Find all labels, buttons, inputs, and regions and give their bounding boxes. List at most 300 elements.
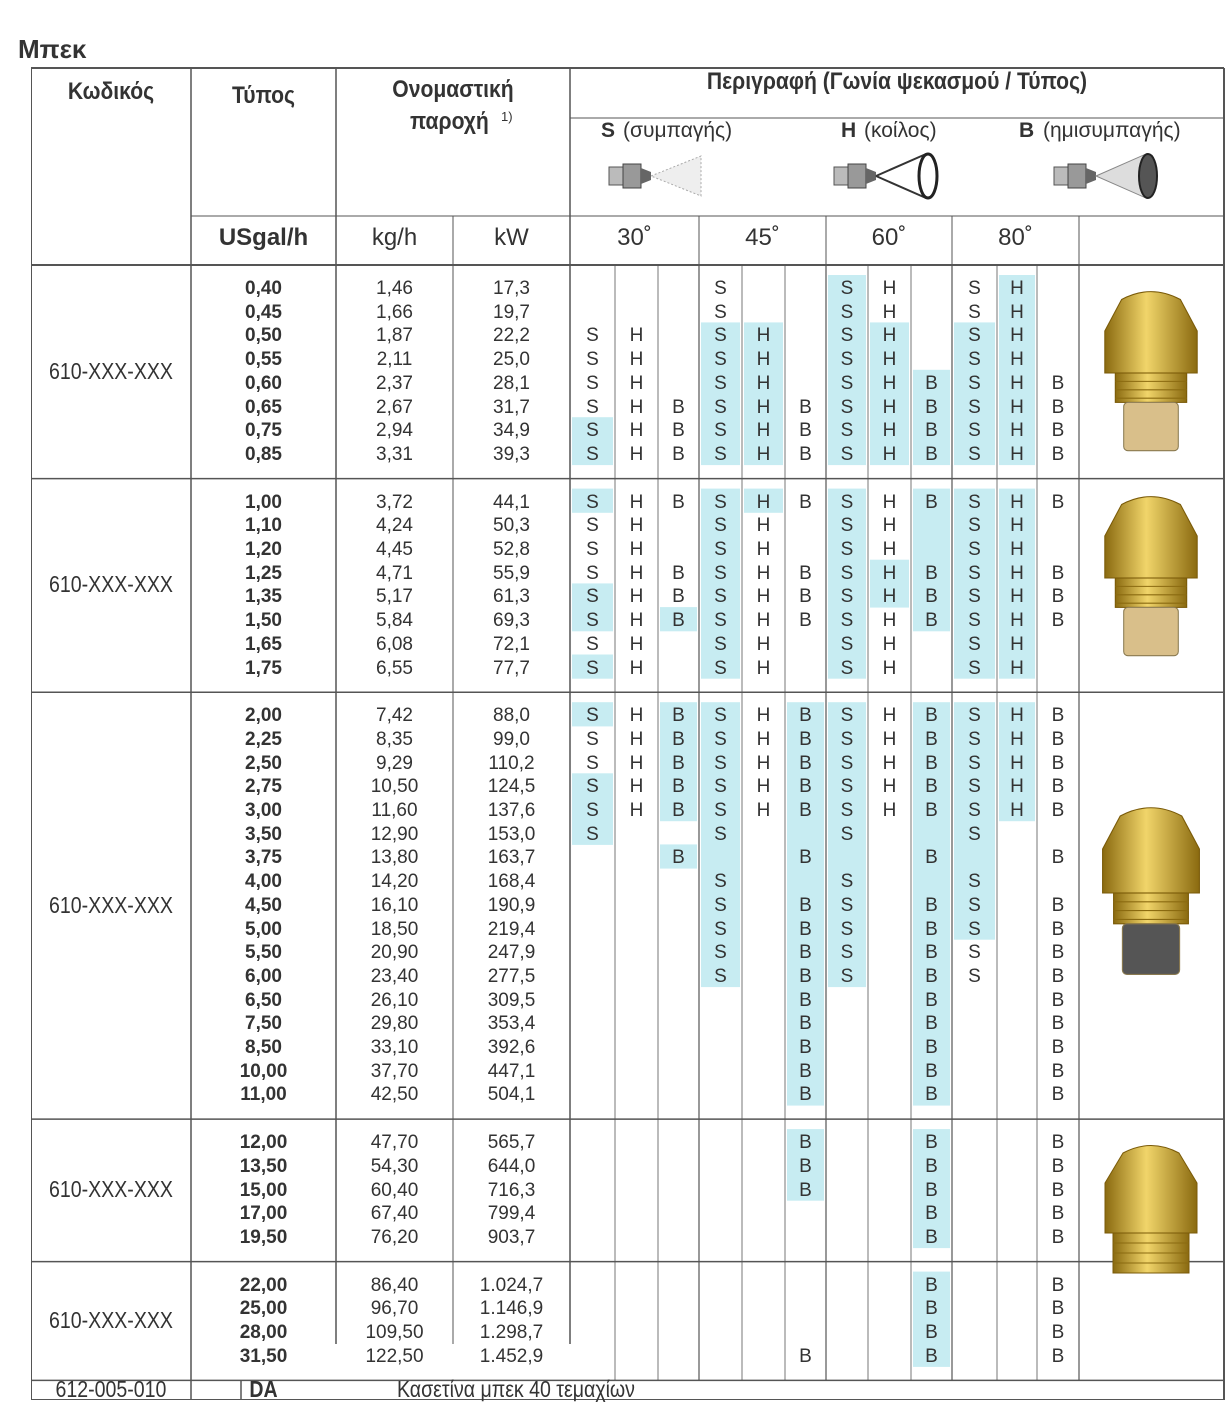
spray-type-a45-h: H bbox=[756, 728, 771, 750]
spray-type-a45-b: B bbox=[799, 1013, 812, 1035]
row-kw: 392,6 bbox=[487, 1037, 536, 1058]
spray-type-a80-b: B bbox=[1051, 728, 1065, 750]
spray-type-a45-h: H bbox=[756, 562, 771, 584]
row-kw: 19,7 bbox=[493, 301, 530, 323]
spray-type-a30-b: B bbox=[672, 396, 685, 418]
spray-type-a80-h: H bbox=[1010, 372, 1024, 394]
spray-type-a60-h: H bbox=[882, 752, 897, 774]
spray-type-a60-s: S bbox=[840, 278, 854, 299]
row-kw: 1.298,7 bbox=[479, 1322, 544, 1343]
spray-type-a60-s: S bbox=[840, 515, 854, 537]
row-kgh: 47,70 bbox=[370, 1132, 419, 1154]
row-usgal: 25,00 bbox=[239, 1298, 288, 1320]
spray-type-a30-h: H bbox=[629, 586, 644, 608]
spray-type-a45-b: B bbox=[799, 965, 812, 987]
spray-type-a80-s: S bbox=[968, 942, 981, 964]
spray-type-a80-b: B bbox=[1051, 1274, 1065, 1296]
spray-type-a30-s: S bbox=[586, 491, 599, 513]
spray-type-a60-b: B bbox=[925, 420, 938, 442]
spray-type-a60-s: S bbox=[840, 633, 854, 655]
row-kw: 190,9 bbox=[487, 894, 536, 916]
highlight-band bbox=[787, 868, 824, 892]
row-kgh: 37,70 bbox=[370, 1060, 419, 1082]
spray-type-a60-s: S bbox=[840, 396, 854, 418]
spray-type-a45-b: B bbox=[799, 800, 812, 821]
spray-type-a45-b: B bbox=[799, 1345, 812, 1367]
header-flow-line1: Ονομαστική bbox=[392, 76, 514, 103]
spray-type-a30-b: B bbox=[672, 491, 685, 513]
spray-type-a45-h: H bbox=[756, 491, 771, 513]
spray-type-a80-s: S bbox=[968, 705, 981, 727]
spray-type-a80-b: B bbox=[1051, 1298, 1065, 1320]
row-kgh: 60,40 bbox=[370, 1179, 419, 1201]
legend-s-letter: S bbox=[601, 119, 616, 142]
spray-type-a60-h: H bbox=[882, 776, 897, 798]
row-usgal: 12,00 bbox=[239, 1132, 288, 1154]
row-usgal: 2,50 bbox=[245, 752, 282, 774]
spray-type-a80-h: H bbox=[1010, 278, 1024, 299]
row-kw: 39,3 bbox=[493, 443, 530, 465]
row-kw: 69,3 bbox=[493, 610, 530, 632]
spray-type-a30-s: S bbox=[586, 515, 599, 537]
spray-type-a45-h: H bbox=[756, 752, 771, 774]
row-kw: 124,5 bbox=[487, 776, 536, 798]
row-kgh: 42,50 bbox=[370, 1084, 419, 1106]
spray-type-a45-s: S bbox=[714, 871, 727, 893]
spray-type-a30-s: S bbox=[586, 633, 599, 655]
spray-type-a80-h: H bbox=[1010, 776, 1024, 798]
row-kgh: 2,11 bbox=[376, 349, 413, 371]
row-usgal: 2,00 bbox=[245, 705, 282, 727]
spray-type-a80-s: S bbox=[968, 633, 981, 655]
spray-type-a60-h: H bbox=[882, 420, 897, 442]
spray-type-a45-b: B bbox=[799, 1132, 812, 1154]
row-kgh: 1,66 bbox=[376, 301, 413, 323]
spray-type-a80-b: B bbox=[1051, 562, 1065, 584]
unit-kgh: kg/h bbox=[371, 224, 418, 251]
spray-type-a60-h: H bbox=[882, 372, 897, 394]
spray-type-a30-b: B bbox=[672, 443, 685, 465]
spray-type-a80-b: B bbox=[1051, 965, 1065, 987]
spray-type-a45-s: S bbox=[714, 301, 727, 323]
spray-type-a45-b: B bbox=[799, 1179, 812, 1201]
spray-type-a60-h: H bbox=[882, 562, 897, 584]
row-kw: 277,5 bbox=[487, 965, 536, 987]
row-kgh: 54,30 bbox=[370, 1155, 419, 1177]
spray-type-a80-s: S bbox=[968, 325, 981, 347]
spray-type-a60-s: S bbox=[840, 776, 854, 798]
row-kgh: 6,08 bbox=[376, 633, 413, 655]
spray-type-a80-b: B bbox=[1051, 1013, 1065, 1035]
spray-type-a80-h: H bbox=[1010, 633, 1024, 655]
spray-type-a80-b: B bbox=[1051, 1132, 1065, 1154]
spray-type-a80-s: S bbox=[968, 396, 981, 418]
spray-type-a80-h: H bbox=[1010, 349, 1024, 371]
row-kgh: 26,10 bbox=[370, 989, 419, 1011]
row-kw: 565,7 bbox=[487, 1132, 536, 1154]
spray-type-a60-s: S bbox=[840, 752, 854, 774]
row-kw: 25,0 bbox=[493, 349, 530, 371]
spray-type-a80-b: B bbox=[1051, 705, 1065, 727]
spray-type-a45-b: B bbox=[799, 562, 812, 584]
highlight-band bbox=[913, 536, 950, 560]
spray-type-a60-b: B bbox=[925, 776, 938, 798]
spray-type-a60-h: H bbox=[882, 705, 897, 727]
spray-type-a80-h: H bbox=[1010, 515, 1024, 537]
spray-type-a60-h: H bbox=[882, 728, 897, 750]
spray-type-a80-s: S bbox=[968, 420, 981, 442]
spray-type-a30-h: H bbox=[629, 325, 644, 347]
spray-type-a80-b: B bbox=[1051, 894, 1065, 916]
spray-type-a30-h: H bbox=[629, 349, 644, 371]
row-kgh: 2,67 bbox=[376, 396, 413, 418]
spray-type-a80-b: B bbox=[1051, 752, 1065, 774]
spray-type-a45-s: S bbox=[714, 776, 727, 798]
spray-type-a60-b: B bbox=[925, 443, 938, 465]
row-usgal: 6,50 bbox=[245, 989, 282, 1011]
row-kgh: 122,50 bbox=[365, 1345, 424, 1367]
row-usgal: 3,50 bbox=[245, 823, 282, 845]
spray-type-a45-s: S bbox=[714, 349, 727, 371]
spray-type-a80-b: B bbox=[1051, 1084, 1065, 1106]
spray-type-a45-s: S bbox=[714, 539, 727, 560]
spray-type-a45-s: S bbox=[714, 965, 727, 987]
row-kgh: 13,80 bbox=[370, 847, 419, 869]
spray-type-a60-b: B bbox=[925, 1060, 938, 1082]
highlight-band bbox=[913, 512, 950, 536]
spray-type-a80-b: B bbox=[1051, 1179, 1065, 1201]
spray-type-a45-s: S bbox=[714, 372, 727, 394]
row-kw: 61,3 bbox=[493, 586, 530, 608]
spray-type-a60-s: S bbox=[840, 918, 854, 940]
spray-type-a30-s: S bbox=[586, 657, 599, 679]
spray-type-a45-h: H bbox=[756, 396, 771, 418]
spray-type-a45-s: S bbox=[714, 800, 727, 821]
row-kw: 353,4 bbox=[487, 1013, 536, 1035]
spray-type-a80-s: S bbox=[968, 515, 981, 537]
row-kgh: 5,84 bbox=[376, 610, 413, 632]
spray-type-a45-b: B bbox=[799, 1060, 812, 1082]
row-kw: 447,1 bbox=[487, 1060, 536, 1082]
spray-type-a45-b: B bbox=[799, 918, 812, 940]
row-kgh: 29,80 bbox=[370, 1013, 419, 1035]
spray-type-a80-s: S bbox=[968, 301, 981, 323]
highlight-band bbox=[701, 844, 740, 868]
spray-type-a80-b: B bbox=[1051, 420, 1065, 442]
spray-type-a60-b: B bbox=[925, 1155, 938, 1177]
row-usgal: 1,25 bbox=[245, 562, 282, 584]
spray-type-a60-h: H bbox=[882, 657, 897, 679]
page-title: Μπεκ bbox=[18, 34, 87, 64]
spray-type-a45-h: H bbox=[756, 657, 771, 679]
row-usgal: 1,00 bbox=[245, 491, 282, 513]
spray-type-a60-s: S bbox=[840, 539, 854, 560]
spray-type-a60-s: S bbox=[840, 894, 854, 916]
spray-type-a45-h: H bbox=[756, 610, 771, 632]
spray-type-a45-h: H bbox=[756, 776, 771, 798]
unit-kw: kW bbox=[494, 224, 529, 251]
spray-type-a80-h: H bbox=[1010, 491, 1024, 513]
spray-type-a45-h: H bbox=[756, 705, 771, 727]
spray-type-a60-h: H bbox=[882, 586, 897, 608]
spray-type-a60-b: B bbox=[925, 752, 938, 774]
row-usgal: 19,50 bbox=[239, 1226, 288, 1248]
spray-type-a80-b: B bbox=[1051, 1322, 1065, 1343]
row-usgal: 28,00 bbox=[239, 1322, 288, 1343]
spray-type-a60-s: S bbox=[840, 420, 854, 442]
row-kgh: 10,50 bbox=[370, 776, 419, 798]
spray-type-a30-b: B bbox=[672, 420, 685, 442]
row-kw: 799,4 bbox=[487, 1203, 536, 1225]
spray-type-a30-h: H bbox=[629, 705, 644, 727]
row-usgal: 2,25 bbox=[245, 728, 282, 750]
spray-type-a45-b: B bbox=[799, 776, 812, 798]
spray-type-a60-h: H bbox=[882, 278, 897, 299]
spray-type-a80-b: B bbox=[1051, 1226, 1065, 1248]
spray-type-a30-h: H bbox=[629, 420, 644, 442]
spray-type-a30-h: H bbox=[629, 372, 644, 394]
spray-type-a45-b: B bbox=[799, 847, 812, 869]
row-usgal: 0,50 bbox=[245, 325, 282, 347]
footer-type: DA bbox=[249, 1376, 278, 1402]
spray-type-a30-s: S bbox=[586, 562, 599, 584]
row-kw: 504,1 bbox=[487, 1084, 536, 1106]
row-kgh: 5,17 bbox=[376, 586, 413, 608]
spray-type-a45-s: S bbox=[714, 396, 727, 418]
row-kgh: 2,94 bbox=[376, 420, 413, 442]
spray-type-a30-s: S bbox=[586, 349, 599, 371]
row-kgh: 11,60 bbox=[371, 800, 418, 821]
spray-type-a45-s: S bbox=[714, 705, 727, 727]
spray-type-a60-h: H bbox=[882, 325, 897, 347]
spray-type-a60-b: B bbox=[925, 396, 938, 418]
spray-type-a60-s: S bbox=[840, 372, 854, 394]
unit-usgal: USgal/h bbox=[218, 224, 309, 251]
spray-hollow-icon bbox=[834, 154, 937, 198]
spray-type-a80-b: B bbox=[1051, 610, 1065, 632]
spray-type-a60-b: B bbox=[925, 1274, 938, 1296]
row-usgal: 0,85 bbox=[245, 443, 282, 465]
spray-type-a45-b: B bbox=[799, 610, 812, 632]
spray-type-a45-b: B bbox=[799, 942, 812, 964]
row-kgh: 16,10 bbox=[370, 894, 419, 916]
spray-type-a45-h: H bbox=[756, 325, 771, 347]
spray-type-a60-b: B bbox=[925, 1322, 938, 1343]
spray-type-a60-b: B bbox=[925, 1226, 938, 1248]
spray-type-a45-s: S bbox=[714, 610, 727, 632]
spray-type-a60-h: H bbox=[882, 349, 897, 371]
row-kgh: 7,42 bbox=[376, 705, 413, 727]
row-kgh: 96,70 bbox=[370, 1298, 419, 1320]
spray-type-a80-b: B bbox=[1051, 800, 1065, 821]
spray-type-a30-s: S bbox=[586, 823, 599, 845]
spray-type-a45-b: B bbox=[799, 420, 812, 442]
spray-type-a60-h: H bbox=[882, 443, 897, 465]
row-usgal: 0,55 bbox=[245, 349, 282, 371]
spray-type-a60-b: B bbox=[925, 1179, 938, 1201]
row-kw: 17,3 bbox=[493, 278, 530, 299]
spray-type-a60-h: H bbox=[882, 539, 897, 560]
spray-type-a30-s: S bbox=[586, 800, 599, 821]
row-usgal: 1,10 bbox=[245, 515, 282, 537]
spray-type-a45-h: H bbox=[756, 372, 771, 394]
row-usgal: 4,00 bbox=[245, 871, 282, 893]
spray-type-a60-s: S bbox=[840, 657, 854, 679]
spray-type-a60-s: S bbox=[840, 491, 854, 513]
spray-solid-icon bbox=[609, 156, 701, 196]
row-kw: 163,7 bbox=[487, 847, 536, 869]
row-usgal: 0,45 bbox=[245, 301, 282, 323]
header-code: Κωδικός bbox=[67, 78, 155, 105]
spray-type-a45-b: B bbox=[799, 705, 812, 727]
spray-type-a60-b: B bbox=[925, 847, 938, 869]
spray-type-a60-h: H bbox=[882, 396, 897, 418]
spray-type-a30-h: H bbox=[629, 443, 644, 465]
row-kw: 247,9 bbox=[487, 942, 536, 964]
row-kw: 34,9 bbox=[493, 420, 530, 442]
row-usgal: 8,50 bbox=[245, 1037, 282, 1058]
spray-type-a45-s: S bbox=[714, 325, 727, 347]
spray-type-a80-b: B bbox=[1051, 1203, 1065, 1225]
spray-type-a60-h: H bbox=[882, 515, 897, 537]
spray-type-a60-h: H bbox=[882, 301, 897, 323]
footer-code: 612-005-010 bbox=[55, 1376, 167, 1402]
spray-type-a30-s: S bbox=[586, 705, 599, 727]
angle-80: 80˚ bbox=[998, 224, 1033, 251]
row-usgal: 3,75 bbox=[245, 847, 282, 869]
row-kw: 28,1 bbox=[493, 372, 530, 394]
spray-type-a45-h: H bbox=[756, 800, 771, 821]
spray-type-a80-h: H bbox=[1010, 657, 1024, 679]
spray-type-a60-h: H bbox=[882, 800, 897, 821]
row-kw: 50,3 bbox=[493, 515, 530, 537]
spray-type-a60-h: H bbox=[882, 491, 897, 513]
row-kw: 137,6 bbox=[487, 800, 536, 821]
nozzle-photo-4 bbox=[1105, 1146, 1197, 1274]
spray-type-a80-b: B bbox=[1051, 586, 1065, 608]
legend-b-letter: B bbox=[1019, 119, 1035, 142]
spray-type-a30-b: B bbox=[672, 705, 685, 727]
spray-type-a45-s: S bbox=[714, 823, 727, 845]
legend-h-label: (κοίλος) bbox=[864, 119, 937, 142]
row-usgal: 1,75 bbox=[245, 657, 282, 679]
spray-type-a60-s: S bbox=[840, 443, 854, 465]
row-kw: 22,2 bbox=[493, 325, 530, 347]
spray-type-a30-b: B bbox=[672, 776, 685, 798]
spray-type-a60-b: B bbox=[925, 728, 938, 750]
spray-type-a80-s: S bbox=[968, 776, 981, 798]
header-type: Τύπος bbox=[231, 82, 296, 109]
row-kw: 716,3 bbox=[487, 1179, 536, 1201]
spray-type-a60-b: B bbox=[925, 942, 938, 964]
row-usgal: 2,75 bbox=[245, 776, 282, 798]
spray-type-a30-b: B bbox=[672, 728, 685, 750]
spray-type-a30-h: H bbox=[629, 657, 644, 679]
header-flow-line2: παροχή bbox=[409, 108, 489, 135]
spray-type-a80-s: S bbox=[968, 800, 981, 821]
spray-type-a45-s: S bbox=[714, 443, 727, 465]
spray-type-a60-s: S bbox=[840, 301, 854, 323]
row-usgal: 1,50 bbox=[245, 610, 282, 632]
row-usgal: 17,00 bbox=[239, 1203, 288, 1225]
row-kw: 1.452,9 bbox=[479, 1345, 544, 1367]
spray-type-a30-h: H bbox=[629, 776, 644, 798]
spray-type-a45-s: S bbox=[714, 491, 727, 513]
row-kgh: 1,46 bbox=[376, 278, 413, 299]
spray-type-a45-s: S bbox=[714, 894, 727, 916]
row-kgh: 4,45 bbox=[376, 539, 413, 560]
spray-type-a30-h: H bbox=[629, 515, 644, 537]
row-usgal: 0,60 bbox=[245, 372, 282, 394]
spray-type-a80-b: B bbox=[1051, 989, 1065, 1011]
spray-type-a80-b: B bbox=[1051, 396, 1065, 418]
group-code: 610-XXX-XXX bbox=[49, 891, 173, 918]
row-usgal: 4,50 bbox=[245, 894, 282, 916]
nozzle-photo-2 bbox=[1105, 497, 1197, 656]
spray-type-a80-h: H bbox=[1010, 586, 1024, 608]
row-usgal: 5,00 bbox=[245, 918, 282, 940]
spray-type-a45-b: B bbox=[799, 728, 812, 750]
spray-type-a30-b: B bbox=[672, 752, 685, 774]
row-usgal: 22,00 bbox=[239, 1274, 288, 1296]
spray-type-a80-h: H bbox=[1010, 420, 1024, 442]
row-kgh: 9,29 bbox=[376, 752, 413, 774]
highlight-band bbox=[828, 844, 866, 868]
spray-type-a60-b: B bbox=[925, 562, 938, 584]
spray-type-a80-s: S bbox=[968, 823, 981, 845]
spray-type-a80-b: B bbox=[1051, 1345, 1065, 1367]
spray-type-a60-s: S bbox=[840, 562, 854, 584]
spray-type-a45-s: S bbox=[714, 562, 727, 584]
row-kw: 153,0 bbox=[487, 823, 536, 845]
angle-45: 45˚ bbox=[745, 224, 780, 251]
angle-60: 60˚ bbox=[871, 224, 907, 251]
row-usgal: 11,00 bbox=[240, 1084, 287, 1106]
spray-type-a60-b: B bbox=[925, 1298, 938, 1320]
spray-type-a60-s: S bbox=[840, 942, 854, 964]
row-kgh: 12,90 bbox=[370, 823, 419, 845]
spray-type-a30-h: H bbox=[629, 539, 644, 560]
row-kgh: 23,40 bbox=[370, 965, 419, 987]
row-kw: 31,7 bbox=[493, 396, 530, 418]
spray-type-a80-h: H bbox=[1010, 443, 1024, 465]
spray-type-a80-s: S bbox=[968, 918, 981, 940]
spray-type-a45-s: S bbox=[714, 515, 727, 537]
row-kgh: 4,71 bbox=[376, 562, 413, 584]
row-usgal: 1,20 bbox=[245, 539, 282, 560]
row-kgh: 1,87 bbox=[376, 325, 413, 347]
spray-type-a30-s: S bbox=[586, 372, 599, 394]
spray-type-a60-b: B bbox=[925, 1132, 938, 1154]
spray-semisolid-icon bbox=[1054, 154, 1157, 198]
spray-type-a45-h: H bbox=[756, 420, 771, 442]
row-usgal: 0,65 bbox=[245, 396, 282, 418]
spray-type-a30-b: B bbox=[672, 586, 685, 608]
spray-type-a80-s: S bbox=[968, 894, 981, 916]
spray-type-a45-s: S bbox=[714, 942, 727, 964]
spray-type-a80-s: S bbox=[968, 372, 981, 394]
angle-30: 30˚ bbox=[617, 224, 652, 251]
spray-type-a80-s: S bbox=[968, 752, 981, 774]
header-description: Περιγραφή (Γωνία ψεκασμού / Τύπος) bbox=[706, 68, 1088, 95]
spray-type-a60-b: B bbox=[925, 1345, 938, 1367]
spray-type-a30-h: H bbox=[629, 728, 644, 750]
spray-type-a60-s: S bbox=[840, 325, 854, 347]
highlight-band bbox=[954, 844, 995, 868]
spray-type-a60-b: B bbox=[925, 1013, 938, 1035]
row-kgh: 4,24 bbox=[376, 515, 413, 537]
spray-type-a80-h: H bbox=[1010, 705, 1024, 727]
